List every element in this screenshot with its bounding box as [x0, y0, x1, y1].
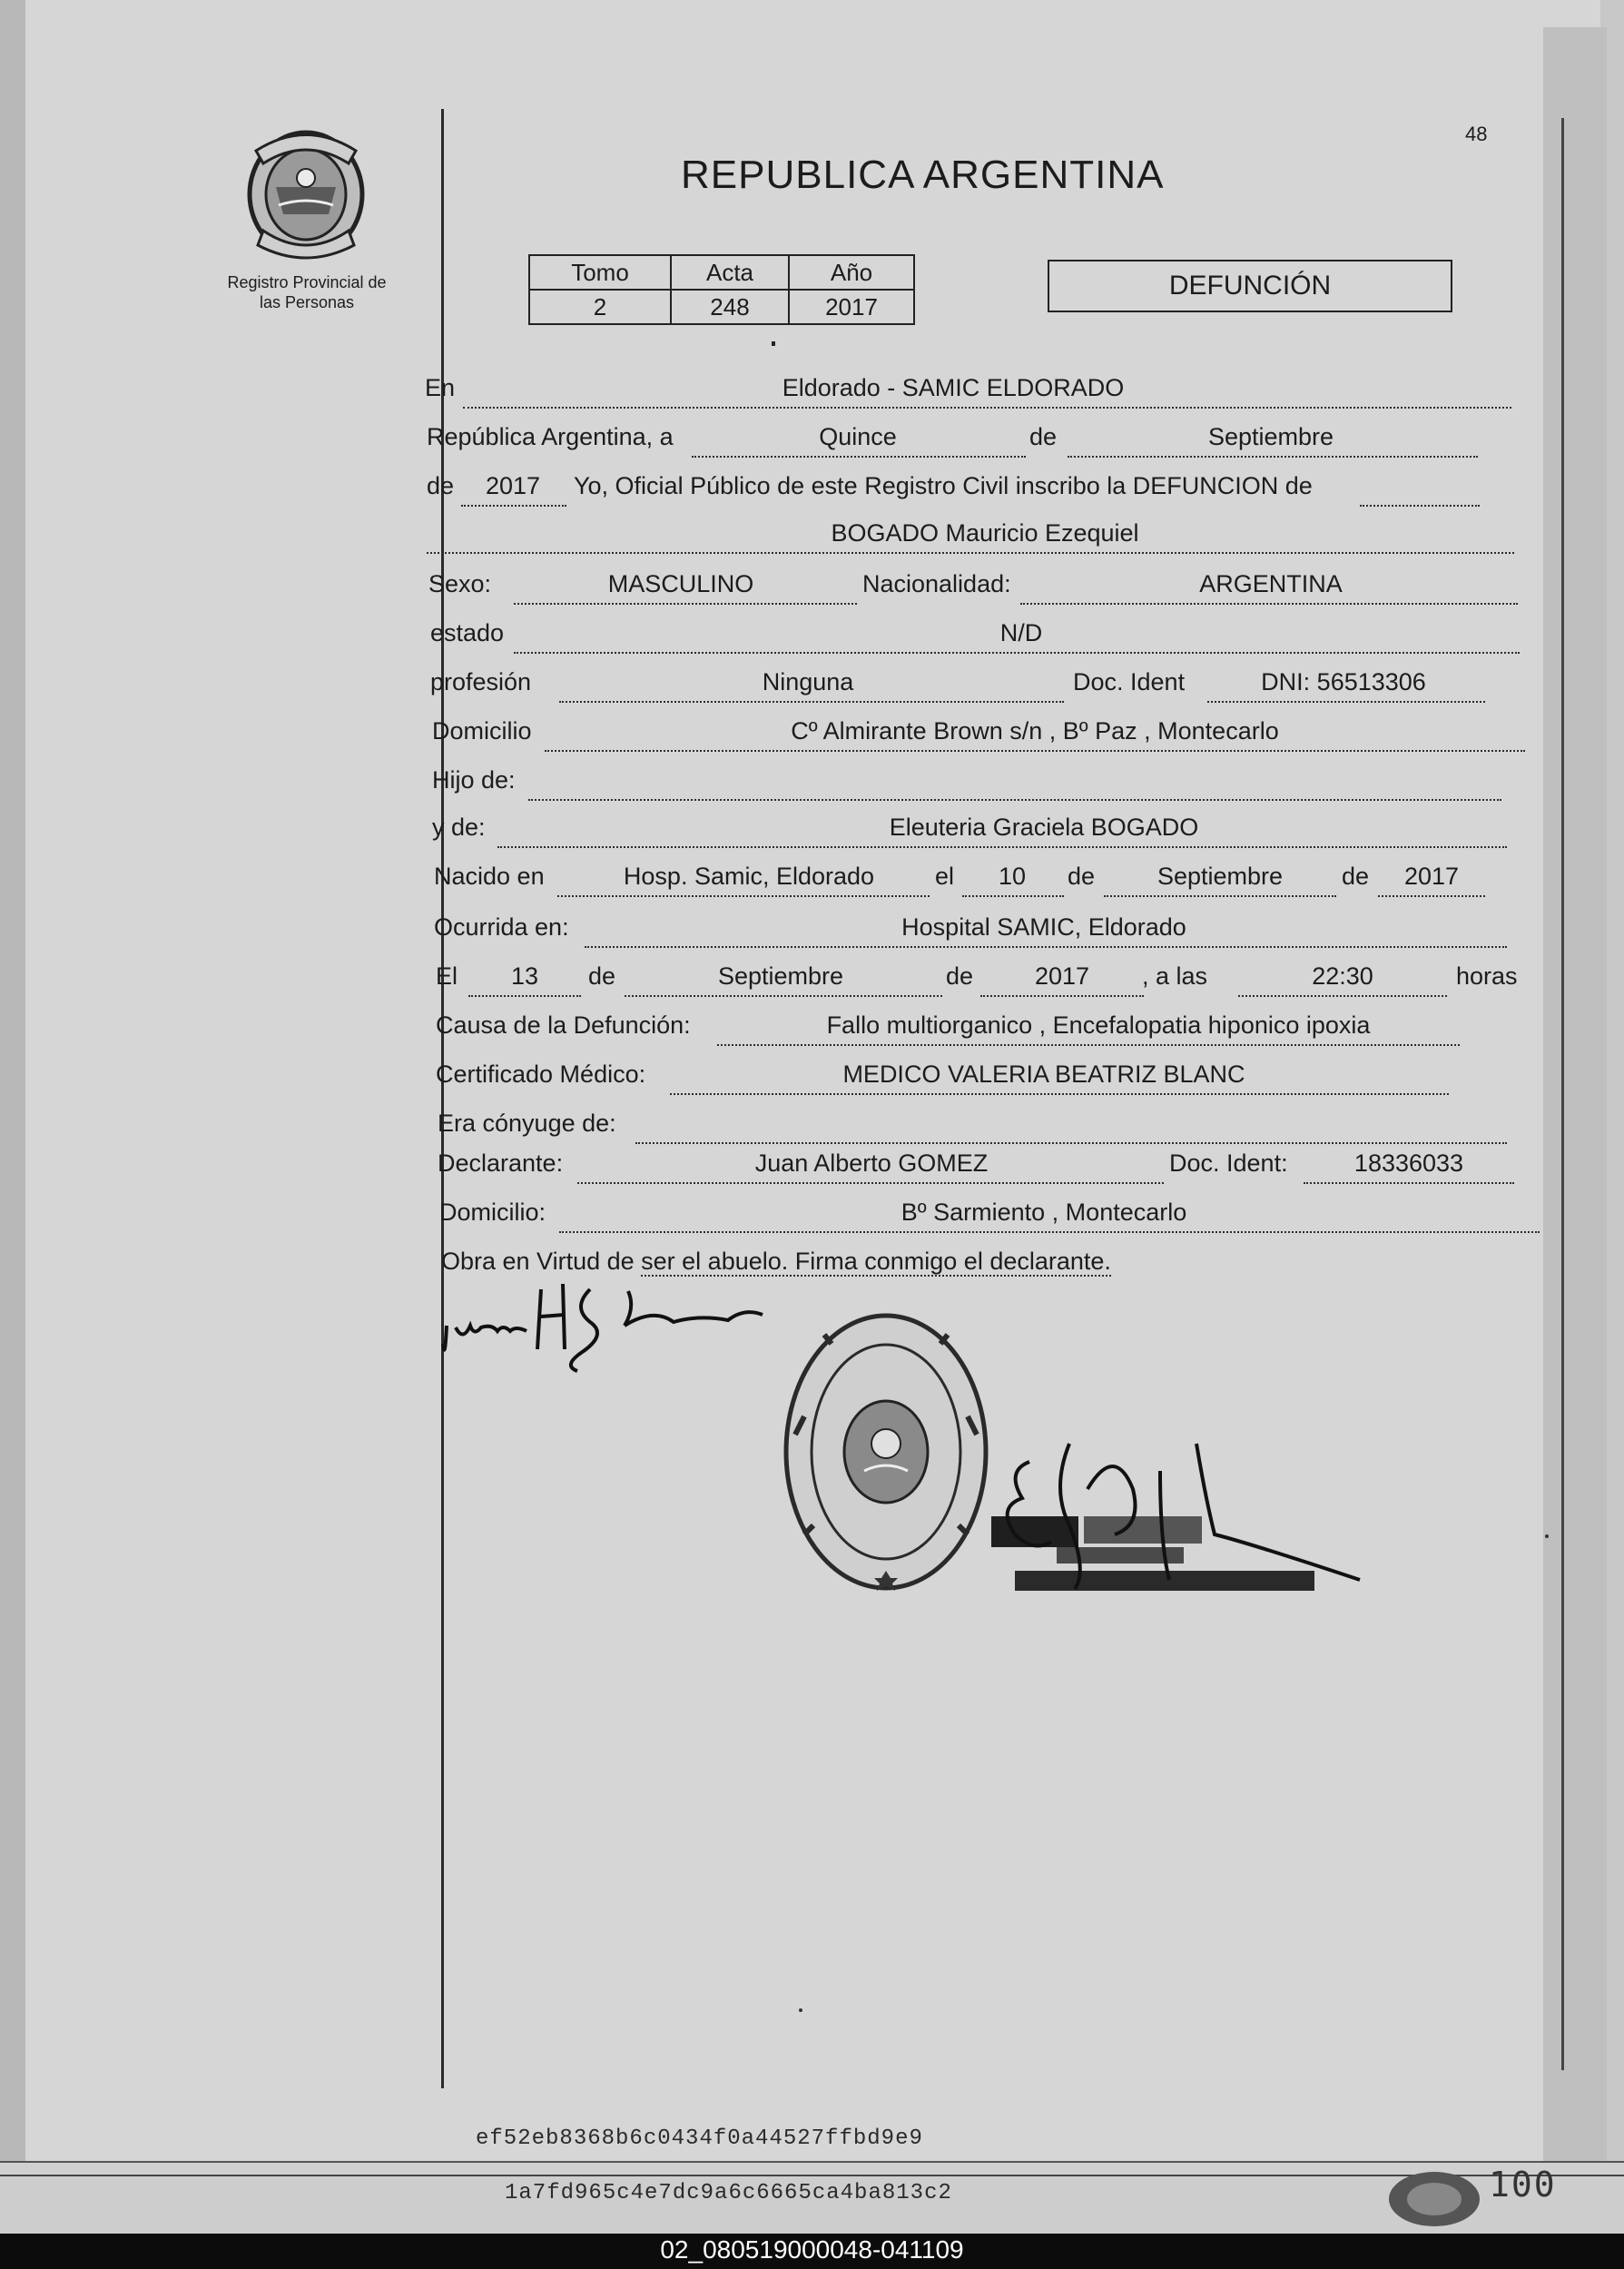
- dotted-line: [427, 552, 1514, 554]
- dotted-line: [1378, 895, 1485, 897]
- horas-label: horas: [1456, 962, 1518, 990]
- conyuge-label: Era cónyuge de:: [438, 1110, 616, 1137]
- anio-inscripcion: 2017: [485, 472, 541, 499]
- declarante-value: Juan Alberto GOMEZ: [754, 1149, 989, 1177]
- reference-table: [528, 254, 915, 325]
- republica-label: República Argentina, a: [427, 423, 674, 450]
- dotted-line: [528, 799, 1501, 801]
- dia-value: Quince: [819, 423, 897, 450]
- madre-value: Eleuteria Graciela BOGADO: [889, 814, 1199, 841]
- declarant-signature: [436, 1271, 781, 1389]
- mes-value: Septiembre: [1207, 423, 1334, 450]
- nacido-label: Nacido en: [434, 863, 545, 890]
- hijo-label: Hijo de:: [432, 766, 516, 794]
- closing-pre: Obra en Virtud de: [441, 1248, 635, 1275]
- nacido-de2: de: [1342, 863, 1370, 890]
- closing-reason: ser el abuelo. Firma conmigo el declarante.: [641, 1248, 1111, 1275]
- dotted-line: [1304, 1182, 1514, 1184]
- acta-value: 248: [671, 290, 789, 324]
- document-hash-1: ef52eb8368b6c0434f0a44527ffbd9e9: [476, 2126, 923, 2151]
- dotted-line: [514, 652, 1520, 654]
- dotted-line: [514, 603, 857, 605]
- domicilio-value: Cº Almirante Brown s/n , Bº Paz , Montecarlo: [791, 717, 1279, 745]
- alas-label: , a las: [1142, 962, 1208, 990]
- nacido-mes: Septiembre: [1156, 863, 1284, 890]
- dotted-line: [625, 995, 942, 997]
- provincial-crest-icon: [238, 123, 374, 260]
- tomo-value: 2: [529, 290, 671, 324]
- tomo-header: Tomo: [529, 255, 671, 290]
- dotted-line: [1104, 895, 1336, 897]
- ocurrida-label: Ocurrida en:: [434, 913, 569, 941]
- lugar-value: Eldorado - SAMIC ELDORADO: [782, 374, 1125, 401]
- nacionalidad-value: ARGENTINA: [1199, 570, 1343, 597]
- nacido-de1: de: [1068, 863, 1096, 890]
- domicilio-label: Domicilio: [432, 717, 532, 745]
- profesion-label: profesión: [430, 668, 532, 695]
- dotted-line: [559, 1231, 1540, 1233]
- en-label: En: [425, 374, 456, 401]
- def-dia: 13: [510, 962, 539, 990]
- dotted-line: [1207, 701, 1485, 703]
- dotted-line: [717, 1044, 1460, 1046]
- officer-stamp-signature: [979, 1435, 1378, 1616]
- nacido-lugar: Hosp. Samic, Eldorado: [623, 863, 875, 890]
- el2-label: El: [436, 962, 458, 990]
- scan-speck: [772, 341, 775, 346]
- scan-speck: [799, 2008, 802, 2012]
- dotted-line: [461, 505, 566, 507]
- sexo-label: Sexo:: [428, 570, 492, 597]
- file-code: 02_080519000048-041109: [660, 2235, 964, 2264]
- dotted-line: [980, 995, 1144, 997]
- dotted-line: [962, 895, 1064, 897]
- document-type: DEFUNCIÓN: [1048, 260, 1452, 312]
- ocurrida-value: Hospital SAMIC, Eldorado: [901, 913, 1186, 941]
- dotted-line: [577, 1182, 1164, 1184]
- inscribo-text: Yo, Oficial Público de este Registro Civil inscribo la DEFUNCION de: [574, 472, 1313, 499]
- de-label: de: [1029, 423, 1058, 450]
- dotted-line: [1360, 505, 1480, 507]
- paper-edge: [1543, 27, 1607, 2188]
- certificado-value: MEDICO VALERIA BEATRIZ BLANC: [842, 1061, 1245, 1088]
- margin-line-left: [441, 109, 444, 2088]
- causa-label: Causa de la Defunción:: [436, 1011, 691, 1039]
- dotted-line: [557, 895, 930, 897]
- dotted-line: [559, 701, 1064, 703]
- def-de1: de: [588, 962, 616, 990]
- anio-header: Año: [789, 255, 914, 290]
- el-label: el: [935, 863, 955, 890]
- doc-label: Doc. Ident: [1073, 668, 1186, 695]
- acta-header: Acta: [671, 255, 789, 290]
- dotted-line: [497, 846, 1507, 848]
- dotted-line: [1238, 995, 1447, 997]
- estado-value: N/D: [999, 619, 1043, 646]
- anio-value: 2017: [789, 290, 914, 324]
- margin-line-right: [1561, 118, 1564, 2070]
- estado-label: estado: [430, 619, 505, 646]
- yde-label: y de:: [432, 814, 486, 841]
- scan-speck: [1545, 1534, 1549, 1538]
- nombre-value: BOGADO Mauricio Ezequiel: [831, 519, 1139, 547]
- def-mes: Septiembre: [717, 962, 844, 990]
- registry-name: Registro Provincial de las Personas: [227, 273, 387, 311]
- profesion-value: Ninguna: [762, 668, 854, 695]
- nacido-dia: 10: [998, 863, 1027, 890]
- dotted-line: [1020, 603, 1518, 605]
- nacido-anio: 2017: [1403, 863, 1460, 890]
- corner-stamp-icon: [1380, 2163, 1489, 2226]
- def-de2: de: [946, 962, 974, 990]
- declarante-label: Declarante:: [438, 1149, 564, 1177]
- sexo-value: MASCULINO: [607, 570, 754, 597]
- official-seal: [777, 1307, 995, 1596]
- dotted-line: [692, 456, 1026, 458]
- def-hora: 22:30: [1312, 962, 1373, 990]
- dotted-line: [463, 407, 1511, 409]
- nacionalidad-label: Nacionalidad:: [862, 570, 1011, 597]
- document-hash-2: 1a7fd965c4e7dc9a6c6665ca4ba813c2: [505, 2181, 952, 2205]
- document-title: REPUBLICA ARGENTINA: [681, 153, 1165, 197]
- de2-label: de: [427, 472, 455, 499]
- causa-value: Fallo multiorganico , Encefalopatia hiponico ipoxia: [826, 1011, 1371, 1039]
- dotted-line: [468, 995, 581, 997]
- dotted-line: [670, 1093, 1449, 1095]
- doc-value: DNI: 56513306: [1261, 668, 1426, 695]
- corner-number: 100: [1489, 2165, 1557, 2205]
- decl-doc-value: 18336033: [1353, 1149, 1464, 1177]
- certificado-label: Certificado Médico:: [436, 1061, 646, 1088]
- dotted-line: [585, 946, 1507, 948]
- dotted-line: [1068, 456, 1478, 458]
- page-number: 48: [1465, 123, 1488, 145]
- decl-dom-label: Domicilio:: [439, 1199, 546, 1226]
- dotted-line: [545, 750, 1525, 752]
- decl-doc-label: Doc. Ident:: [1169, 1149, 1288, 1177]
- decl-dom-value: Bº Sarmiento , Montecarlo: [901, 1199, 1187, 1226]
- dotted-line: [635, 1142, 1507, 1144]
- paper: [25, 0, 1600, 2220]
- def-anio: 2017: [1034, 962, 1090, 990]
